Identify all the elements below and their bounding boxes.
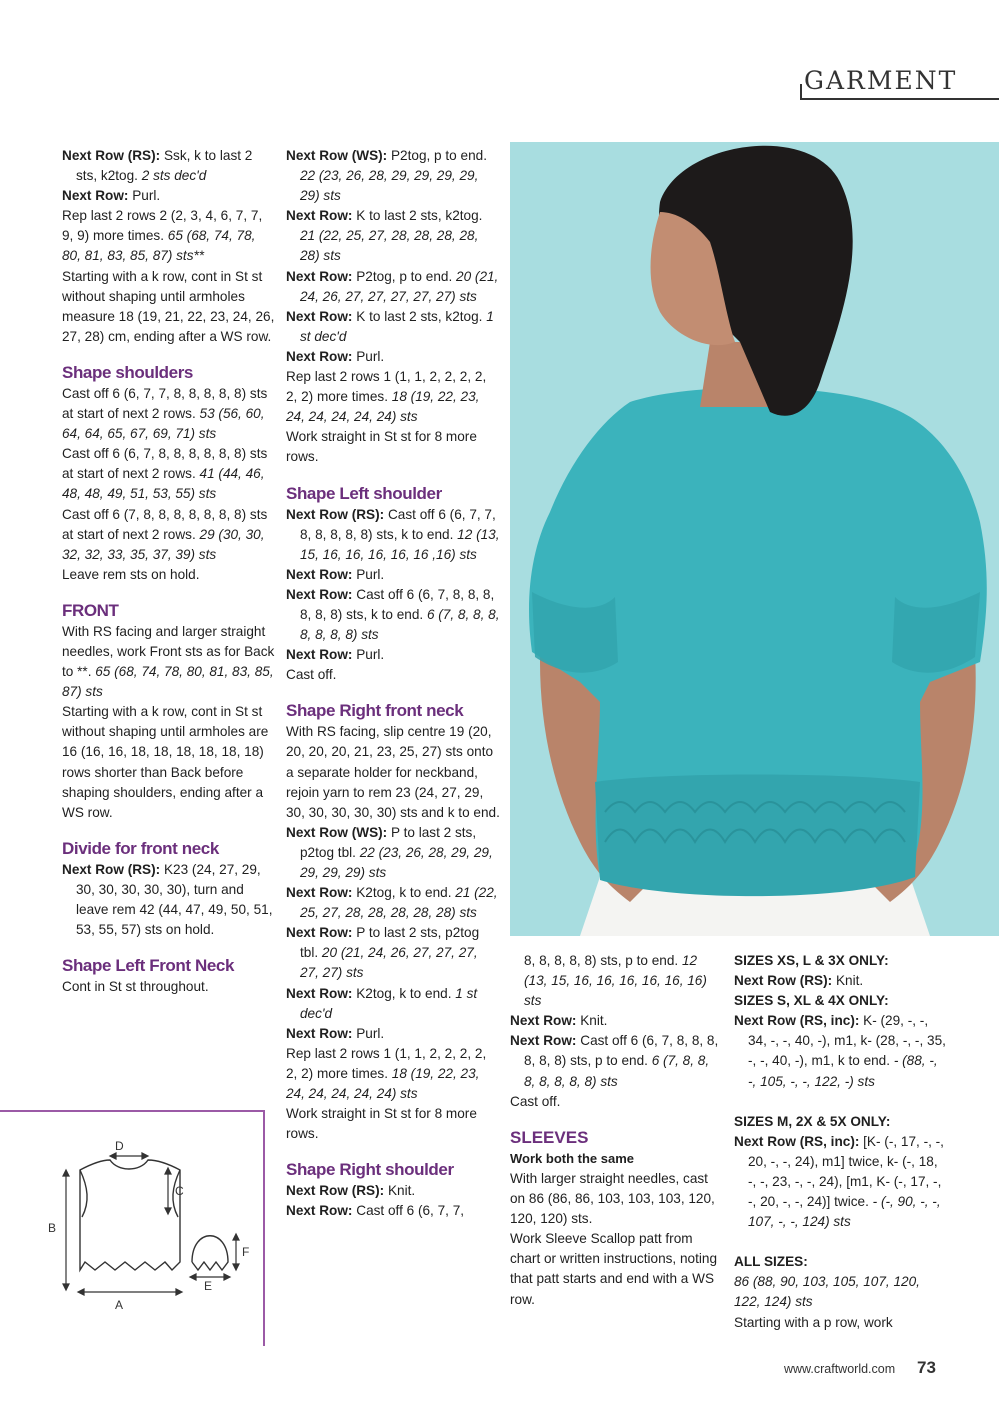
size-heading: SIZES M, 2X & 5X ONLY: bbox=[734, 1113, 891, 1129]
diagram-label-b: B bbox=[48, 1221, 57, 1235]
sub-heading: Work both the same bbox=[510, 1150, 635, 1166]
instruction-paragraph: Rep last 2 rows 1 (1, 1, 2, 2, 2, 2, 2, 2) more times. 18 (19, 22, 23, 24, 24, 24, 24, 24) sts bbox=[286, 1045, 487, 1102]
instruction-paragraph: Cont in St st throughout. bbox=[62, 979, 209, 995]
diagram-label-f: F bbox=[242, 1245, 250, 1259]
heading-front: FRONT bbox=[62, 600, 119, 620]
instruction-row: Next Row (RS): Knit. bbox=[734, 973, 864, 989]
instruction-row: Next Row: Cast off 6 (6, 7, 8, 8, 8, 8, 8, 8) sts, p to end. 6 (7, 8, 8, 8, 8, 8, 8, 8) sts bbox=[510, 1033, 719, 1089]
instruction-paragraph: Cast off 6 (6, 7, 7, 8, 8, 8, 8, 8) sts at start of next 2 rows. 53 (56, 60, 64, 64, 65, 67, 69, 71) sts bbox=[62, 385, 268, 442]
instruction-row: Next Row: Purl. bbox=[62, 188, 161, 204]
instruction-row: Next Row: K2tog, k to end. 1 st dec'd bbox=[286, 985, 478, 1021]
schematic-svg bbox=[0, 1112, 263, 1346]
instruction-paragraph: Work Sleeve Scallop patt from chart or written instructions, noting that patt starts and end with a WS row. bbox=[510, 1231, 718, 1307]
column-3 bbox=[510, 951, 724, 1310]
heading-shape-right-front-neck: Shape Right front neck bbox=[286, 701, 464, 721]
instruction-row: Next Row (RS): Cast off 6 (6, 7, 7, 8, 8, 8, 8, 8) sts, k to end. 12 (13, 15, 16, 16, 16, 16, 16 ,16) sts bbox=[286, 506, 500, 562]
instruction-row: Next Row (RS): Knit. bbox=[286, 1183, 416, 1199]
instruction-paragraph: Cast off 6 (6, 7, 8, 8, 8, 8, 8, 8) sts at start of next 2 rows. 41 (44, 46, 48, 48, 49, 51, 53, 55) sts bbox=[62, 446, 268, 502]
spacer bbox=[734, 1232, 948, 1252]
heading-shape-shoulders: Shape shoulders bbox=[62, 362, 193, 382]
page-number: 73 bbox=[917, 1358, 936, 1377]
size-heading: ALL SIZES: bbox=[734, 1254, 808, 1270]
instruction-row: Next Row (RS, inc): K- (29, -, -, 34, -, -, 40, -), m1, k- (28, -, -, 35, -, -, 40, -), m1, k to end. - (88, -, -, 105, -, -, 122, -) sts bbox=[734, 1013, 946, 1089]
instruction-paragraph: Leave rem sts on hold. bbox=[62, 566, 200, 582]
instruction-row: Next Row: Purl. bbox=[286, 1025, 385, 1041]
instruction-paragraph: With larger straight needles, cast on 86 (86, 86, 103, 103, 103, 120, 120, 120) sts. bbox=[510, 1170, 715, 1227]
schematic-diagram bbox=[0, 1110, 265, 1346]
instruction-paragraph: Rep last 2 rows 1 (1, 1, 2, 2, 2, 2, 2, 2) more times. 18 (19, 22, 23, 24, 24, 24, 24, 24) sts bbox=[286, 369, 487, 425]
heading-divide-front-neck: Divide for front neck bbox=[62, 838, 219, 858]
instruction-paragraph: Starting with a p row, work bbox=[734, 1314, 893, 1330]
instruction-row: Next Row: P to last 2 sts, p2tog tbl. 20 (21, 24, 26, 27, 27, 27, 27, 27) sts bbox=[286, 925, 480, 981]
instruction-paragraph: Starting with a k row, cont in St st without shaping until armholes are 16 (16, 16, 18, 18, 18, 18, 18, 18) rows shorter than Back before shaping shoulders, ending after a WS row. bbox=[62, 704, 269, 820]
instruction-continuation: 8, 8, 8, 8, 8) sts, p to end. 12 (13, 15, 16, 16, 16, 16, 16, 16) sts bbox=[524, 953, 707, 1009]
instruction-paragraph: With RS facing, slip centre 19 (20, 20, 20, 20, 21, 23, 25, 27) sts onto a separate holder for neckband, rejoin yarn to rem 23 (24, 27, 29, 30, 30, 30, 30, 30) sts and k to end. bbox=[286, 724, 500, 820]
model-illustration bbox=[510, 142, 999, 936]
section-title: GARMENT bbox=[804, 66, 958, 95]
diagram-label-a: A bbox=[115, 1298, 124, 1312]
instruction-row: Next Row: Knit. bbox=[510, 1013, 608, 1029]
instruction-row: Next Row (WS): P to last 2 sts, p2tog tbl. 22 (23, 26, 28, 29, 29, 29, 29, 29) sts bbox=[286, 824, 493, 880]
instruction-row: Next Row: K to last 2 sts, k2tog. 21 (22, 25, 27, 28, 28, 28, 28, 28) sts bbox=[286, 208, 483, 264]
heading-shape-left-front-neck: Shape Left Front Neck bbox=[62, 956, 235, 976]
spacer bbox=[734, 1092, 948, 1112]
footer-url: www.craftworld.com bbox=[784, 1362, 896, 1376]
heading-shape-right-shoulder: Shape Right shoulder bbox=[286, 1160, 454, 1180]
header-tick bbox=[800, 84, 802, 99]
instruction-paragraph: Cast off. bbox=[510, 1093, 561, 1109]
instruction-row: Next Row: K2tog, k to end. 21 (22, 25, 27, 28, 28, 28, 28, 28) sts bbox=[286, 885, 498, 921]
column-1 bbox=[62, 146, 276, 997]
column-4 bbox=[734, 951, 948, 1333]
diagram-label-d: D bbox=[115, 1139, 124, 1153]
size-heading: SIZES S, XL & 4X ONLY: bbox=[734, 993, 889, 1009]
header-rule bbox=[800, 98, 999, 100]
instruction-row: Next Row: Purl. bbox=[286, 566, 385, 582]
instruction-paragraph: Work straight in St st for 8 more rows. bbox=[286, 429, 477, 465]
diagram-label-e: E bbox=[204, 1279, 213, 1293]
column-2 bbox=[286, 146, 500, 1222]
instruction-paragraph: With RS facing and larger straight needles, work Front sts as for Back to **. 65 (68, 74, 78, 80, 81, 83, 85, 87) sts bbox=[62, 623, 275, 700]
instruction-row: Next Row (RS): K23 (24, 27, 29, 30, 30, 30, 30, 30), turn and leave rem 42 (44, 47, 49, 50, 51, 53, 55, 57) sts on hold. bbox=[62, 861, 273, 938]
instruction-paragraph: Cast off. bbox=[286, 667, 337, 683]
heading-shape-left-shoulder: Shape Left shoulder bbox=[286, 483, 442, 503]
instruction-row: Next Row (RS, inc): [K- (-, 17, -, -, 20, -, -, 24), m1] twice, k- (-, 18, -, -, 23, -, -, 24), [m1, K- (-, 17, -, -, 20, -, -, 24)] twice. - (-, 90, -, -, 107, -, -, 124) sts bbox=[734, 1133, 944, 1230]
instruction-row: Next Row: Cast off 6 (6, 7, 7, bbox=[286, 1203, 465, 1219]
size-heading: SIZES XS, L & 3X ONLY: bbox=[734, 953, 889, 968]
diagram-label-c: C bbox=[175, 1184, 184, 1198]
instruction-paragraph: Rep last 2 rows 2 (2, 3, 4, 6, 7, 7, 9, 9) more times. 65 (68, 74, 78, 80, 81, 83, 85, 87) sts** bbox=[62, 208, 263, 264]
stitch-count: 86 (88, 90, 103, 105, 107, 120, 122, 124) sts bbox=[734, 1274, 920, 1310]
instruction-row: Next Row (WS): P2tog, p to end. 22 (23, 26, 28, 29, 29, 29, 29, 29) sts bbox=[286, 148, 487, 204]
instruction-paragraph: Cast off 6 (7, 8, 8, 8, 8, 8, 8, 8) sts at start of next 2 rows. 29 (30, 30, 32, 32, 33, 35, 37, 39) sts bbox=[62, 506, 268, 562]
garment-photo bbox=[510, 142, 999, 936]
instruction-row: Next Row: Cast off 6 (6, 7, 8, 8, 8, 8, 8, 8) sts, k to end. 6 (7, 8, 8, 8, 8, 8, 8, 8) sts bbox=[286, 586, 500, 643]
instruction-paragraph: Starting with a k row, cont in St st without shaping until armholes measure 18 (19, 21, 22, 23, 24, 26, 27, 28) cm, ending after a WS row. bbox=[62, 268, 275, 344]
heading-sleeves: SLEEVES bbox=[510, 1127, 589, 1147]
instruction-row: Next Row: Purl. bbox=[286, 647, 385, 663]
instruction-row: Next Row: K to last 2 sts, k2tog. 1 st dec'd bbox=[286, 308, 494, 344]
instruction-paragraph: Work straight in St st for 8 more rows. bbox=[286, 1106, 477, 1142]
instruction-row: Next Row: Purl. bbox=[286, 348, 385, 364]
instruction-row: Next Row: P2tog, p to end. 20 (21, 24, 26, 27, 27, 27, 27, 27) sts bbox=[286, 268, 499, 304]
instruction-row: Next Row (RS): Ssk, k to last 2 sts, k2tog. 2 sts dec'd bbox=[62, 148, 253, 184]
